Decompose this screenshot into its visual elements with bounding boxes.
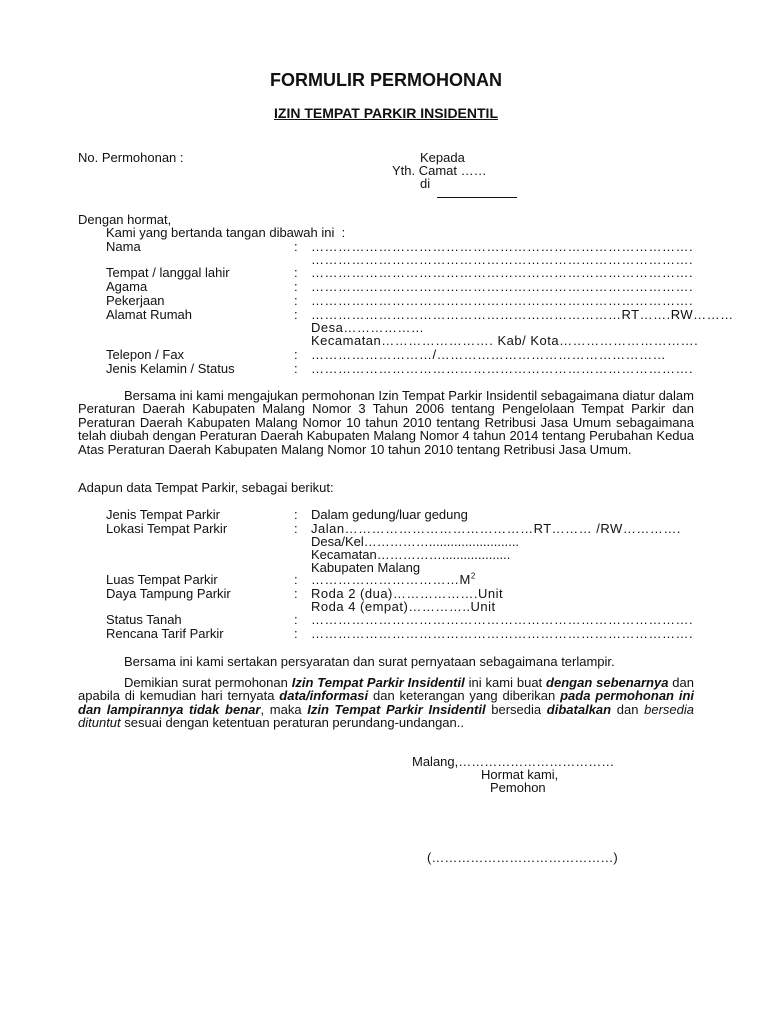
parking-value-tarif: …………………………………………………………………………. (311, 626, 694, 641)
parking-value-desa: Desa/Kel……………......................... (311, 534, 520, 549)
colon: : (294, 521, 298, 536)
parking-label-luas: Luas Tempat Parkir (106, 572, 218, 587)
parking-value-luas: $\dots\dots\dots\dots\dots\dots\dots\dots\dots\dots\dots M^2$ (311, 571, 476, 587)
parking-label-tarif: Rencana Tarif Parkir (106, 626, 224, 641)
field-value-nama-2: …………………………………………………………………………. (311, 252, 694, 267)
parking-value-roda2: Roda 2 (dua)……………….Unit (311, 586, 504, 601)
parking-value-status: …………………………………………………………………………. (311, 612, 694, 627)
paragraph-attachment: Bersama ini kami sertakan persyaratan dan surat pernyataan sebagaimana terlampir. (124, 654, 615, 669)
parking-value-jenis: Dalam gedung/luar gedung (311, 507, 468, 522)
colon: : (294, 612, 298, 627)
field-value-desa: Desa……………… (311, 320, 425, 335)
intro-text: Kami yang bertanda tangan dibawah ini : (106, 225, 346, 240)
addressee-underline (437, 197, 517, 198)
form-title: FORMULIR PERMOHONAN (270, 70, 502, 90)
parking-value-kecamatan: Kecamatan……………................... (311, 547, 511, 562)
field-value-pekerjaan: …………………………………………………………………………. (311, 293, 694, 308)
colon: : (294, 239, 298, 254)
paragraph-request: Bersama ini kami mengajukan permohonan Izin Tempat Parkir Insidentil sebagaimana diatur dalam Peraturan Daerah Kabupaten Malang Nomor 3 Tahun 2006 tentang Pengelolaan Tempat Parkir dan Peraturan Daerah Kabupaten Malang Nomor 10 tahun 2010 tentang Retribusi Jasa Umum sebagaimana telah diubah dengan Peraturan Daerah Kabupaten Malang Nomor 4 tahun 2014 tentang Perubahan Kedua Atas Peraturan Daerah Kabupaten Malang Nomor 10 tahun 2010 tentang Retribusi Jasa Umum. (78, 388, 694, 457)
colon: : (294, 507, 298, 522)
colon: : (294, 347, 298, 362)
unit-superscript: 2 (470, 571, 476, 581)
no-permohonan-label: No. Permohonan : (78, 150, 184, 165)
addressee-di: di (420, 176, 431, 191)
field-value-ttl: …………………………………………………………………………. (311, 265, 694, 280)
closing-place-date: Malang,……………………………… (412, 754, 615, 769)
colon: : (294, 572, 298, 587)
parking-intro: Adapun data Tempat Parkir, sebagai berikut: (78, 480, 334, 495)
field-label-alamat: Alamat Rumah (106, 307, 192, 322)
salutation: Dengan hormat, (78, 212, 172, 227)
parking-label-daya: Daya Tampung Parkir (106, 586, 231, 601)
field-value-nama: …………………………………………………………………………. (311, 239, 694, 254)
colon: : (294, 626, 298, 641)
parking-value-kabupaten: Kabupaten Malang (311, 560, 421, 575)
field-label-jenis-kelamin: Jenis Kelamin / Status (106, 361, 235, 376)
field-value-agama: …………………………………………………………………………. (311, 279, 694, 294)
signature-placeholder: (……………………………………) (427, 850, 618, 865)
field-label-pekerjaan: Pekerjaan (106, 293, 165, 308)
parking-label-lokasi: Lokasi Tempat Parkir (106, 521, 228, 536)
colon: : (294, 265, 298, 280)
field-label-nama: Nama (106, 239, 141, 254)
field-value-telepon: ………………………/…………………………………………… (311, 347, 667, 362)
parking-value-jalan: Jalan……………………………………RT……… /RW…………. (311, 521, 681, 536)
field-label-ttl: Tempat / langgal lahir (106, 265, 230, 280)
colon: : (294, 293, 298, 308)
paragraph-declaration: Demikian surat permohonan Izin Tempat Parkir Insidentil ini kami buat dengan sebenarnya dan apabila di kemudian hari ternyata data/informasi dan keterangan yang diberikan pada permohonan ini dan lampirannya tidak benar, maka Izin Tempat Parkir Insidentil bersedia dibatalkan dan bersedia dituntut sesuai dengan ketentuan peraturan perundang-undangan.. (78, 675, 695, 731)
addressee-kepada: Kepada (420, 150, 465, 165)
addressee-camat: Yth. Camat …… (392, 163, 487, 178)
field-label-telepon: Telepon / Fax (106, 347, 185, 362)
parking-label-status: Status Tanah (106, 612, 182, 627)
parking-label-jenis: Jenis Tempat Parkir (106, 507, 220, 522)
form-subtitle: IZIN TEMPAT PARKIR INSIDENTIL (274, 105, 498, 121)
closing-role: Pemohon (490, 780, 546, 795)
field-value-alamat: ……………………………………………………………RT…….RW……… (311, 307, 734, 322)
closing-regards: Hormat kami, (481, 767, 559, 782)
colon: : (294, 586, 298, 601)
colon: : (294, 279, 298, 294)
field-value-jenis-kelamin: …………………………………………………………………………. (311, 361, 694, 376)
colon: : (294, 361, 298, 376)
field-label-agama: Agama (106, 279, 148, 294)
colon: : (294, 307, 298, 322)
parking-value-roda4: Roda 4 (empat)…………..Unit (311, 599, 496, 614)
field-value-kecamatan: Kecamatan……………………. Kab/ Kota…………………………. (311, 333, 699, 348)
